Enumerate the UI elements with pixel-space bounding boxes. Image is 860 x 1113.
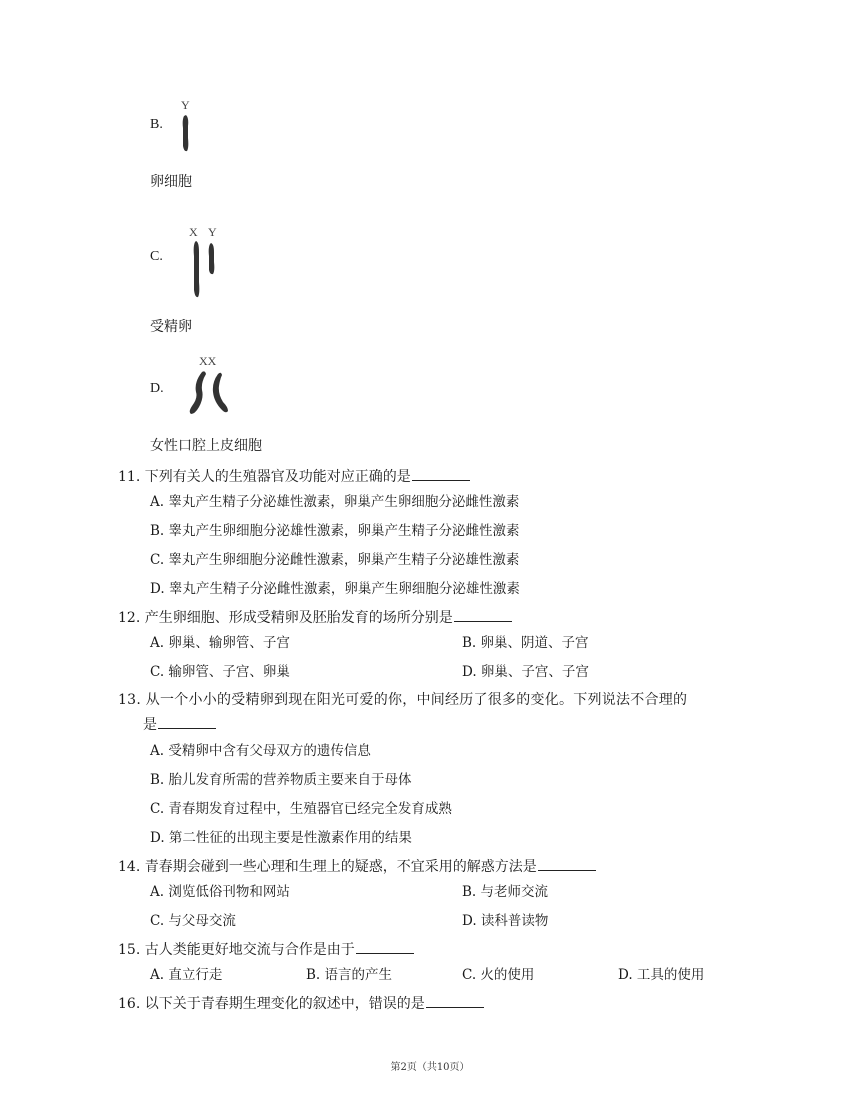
question-stem-continuation: 是 — [143, 717, 157, 733]
question-13 — [118, 690, 687, 710]
figure-d-option-label: D. — [150, 381, 164, 396]
question-15 — [118, 939, 414, 960]
figure-d-caption: 女性口腔上皮细胞 — [150, 438, 262, 454]
option-item: C. 输卵管、子宫、卵巢 — [150, 664, 290, 680]
figure-c-caption: 受精卵 — [150, 319, 192, 335]
figure-c-option-label: C. — [150, 249, 163, 264]
option-item: A. 睾丸产生精子分泌雄性激素，卵巢产生卵细胞分泌雌性激素 — [150, 494, 520, 510]
option-item: D. 读科普读物 — [462, 913, 549, 929]
option-item: C. 与父母交流 — [150, 913, 236, 929]
question-16 — [118, 993, 484, 1014]
question-stem: 14. 青春期会碰到一些心理和生理上的疑惑，不宜采用的解惑方法是 — [118, 859, 537, 875]
option-item: D. 工具的使用 — [618, 967, 705, 983]
question-stem: 11. 下列有关人的生殖器官及功能对应正确的是 — [118, 469, 411, 485]
answer-blank[interactable] — [454, 607, 512, 622]
question-stem: 12. 产生卵细胞、形成受精卵及胚胎发育的场所分别是 — [118, 610, 453, 626]
page-footer: 第2页（共10页） — [390, 1062, 470, 1073]
question-12 — [118, 607, 512, 628]
xy-chromosome-figure — [186, 222, 226, 302]
question-13-continuation — [143, 714, 216, 735]
option-item: B. 卵巢、阴道、子宫 — [462, 635, 589, 651]
option-item: D. 睾丸产生精子分泌雌性激素，卵巢产生卵细胞分泌雄性激素 — [150, 581, 520, 597]
chromosome-label-xx: XX — [199, 354, 217, 368]
question-stem: 15. 古人类能更好地交流与合作是由于 — [118, 942, 355, 958]
option-item: C. 青春期发育过程中，生殖器官已经完全发育成熟 — [150, 801, 452, 817]
figure-b-option-label: B. — [150, 117, 163, 132]
option-item: A. 卵巢、输卵管、子宫 — [150, 635, 290, 651]
figure-b-caption: 卵细胞 — [150, 174, 192, 190]
option-item: C. 睾丸产生卵细胞分泌雌性激素，卵巢产生精子分泌雄性激素 — [150, 552, 520, 568]
xx-chromosome-figure — [182, 352, 238, 418]
option-item: A. 浏览低俗刊物和网站 — [150, 884, 290, 900]
chromosome-label-y: Y — [181, 98, 190, 112]
question-stem: 13. 从一个小小的受精卵到现在阳光可爱的你，中间经历了很多的变化。下列说法不合理的 — [118, 692, 688, 708]
answer-blank[interactable] — [538, 856, 596, 871]
option-item: D. 第二性征的出现主要是性激素作用的结果 — [150, 830, 412, 846]
answer-blank[interactable] — [426, 993, 484, 1008]
chromosome-label-y: Y — [208, 225, 217, 239]
answer-blank[interactable] — [356, 939, 414, 954]
option-item: A. 受精卵中含有父母双方的遗传信息 — [150, 743, 371, 759]
question-stem: 16. 以下关于青春期生理变化的叙述中，错误的是 — [118, 996, 425, 1012]
option-item: C. 火的使用 — [462, 967, 535, 983]
y-chromosome-figure — [176, 98, 200, 156]
answer-blank[interactable] — [158, 714, 216, 729]
option-item: B. 与老师交流 — [462, 884, 549, 900]
option-item: B. 睾丸产生卵细胞分泌雄性激素，卵巢产生精子分泌雌性激素 — [150, 523, 520, 539]
option-item: A. 直立行走 — [150, 967, 223, 983]
answer-blank[interactable] — [412, 466, 470, 481]
option-item: B. 胎儿发育所需的营养物质主要来自于母体 — [150, 772, 412, 788]
chromosome-label-x: X — [189, 225, 198, 239]
option-item: B. 语言的产生 — [306, 967, 393, 983]
question-11 — [118, 466, 470, 487]
question-14 — [118, 856, 596, 877]
option-item: D. 卵巢、子宫、子宫 — [462, 664, 589, 680]
